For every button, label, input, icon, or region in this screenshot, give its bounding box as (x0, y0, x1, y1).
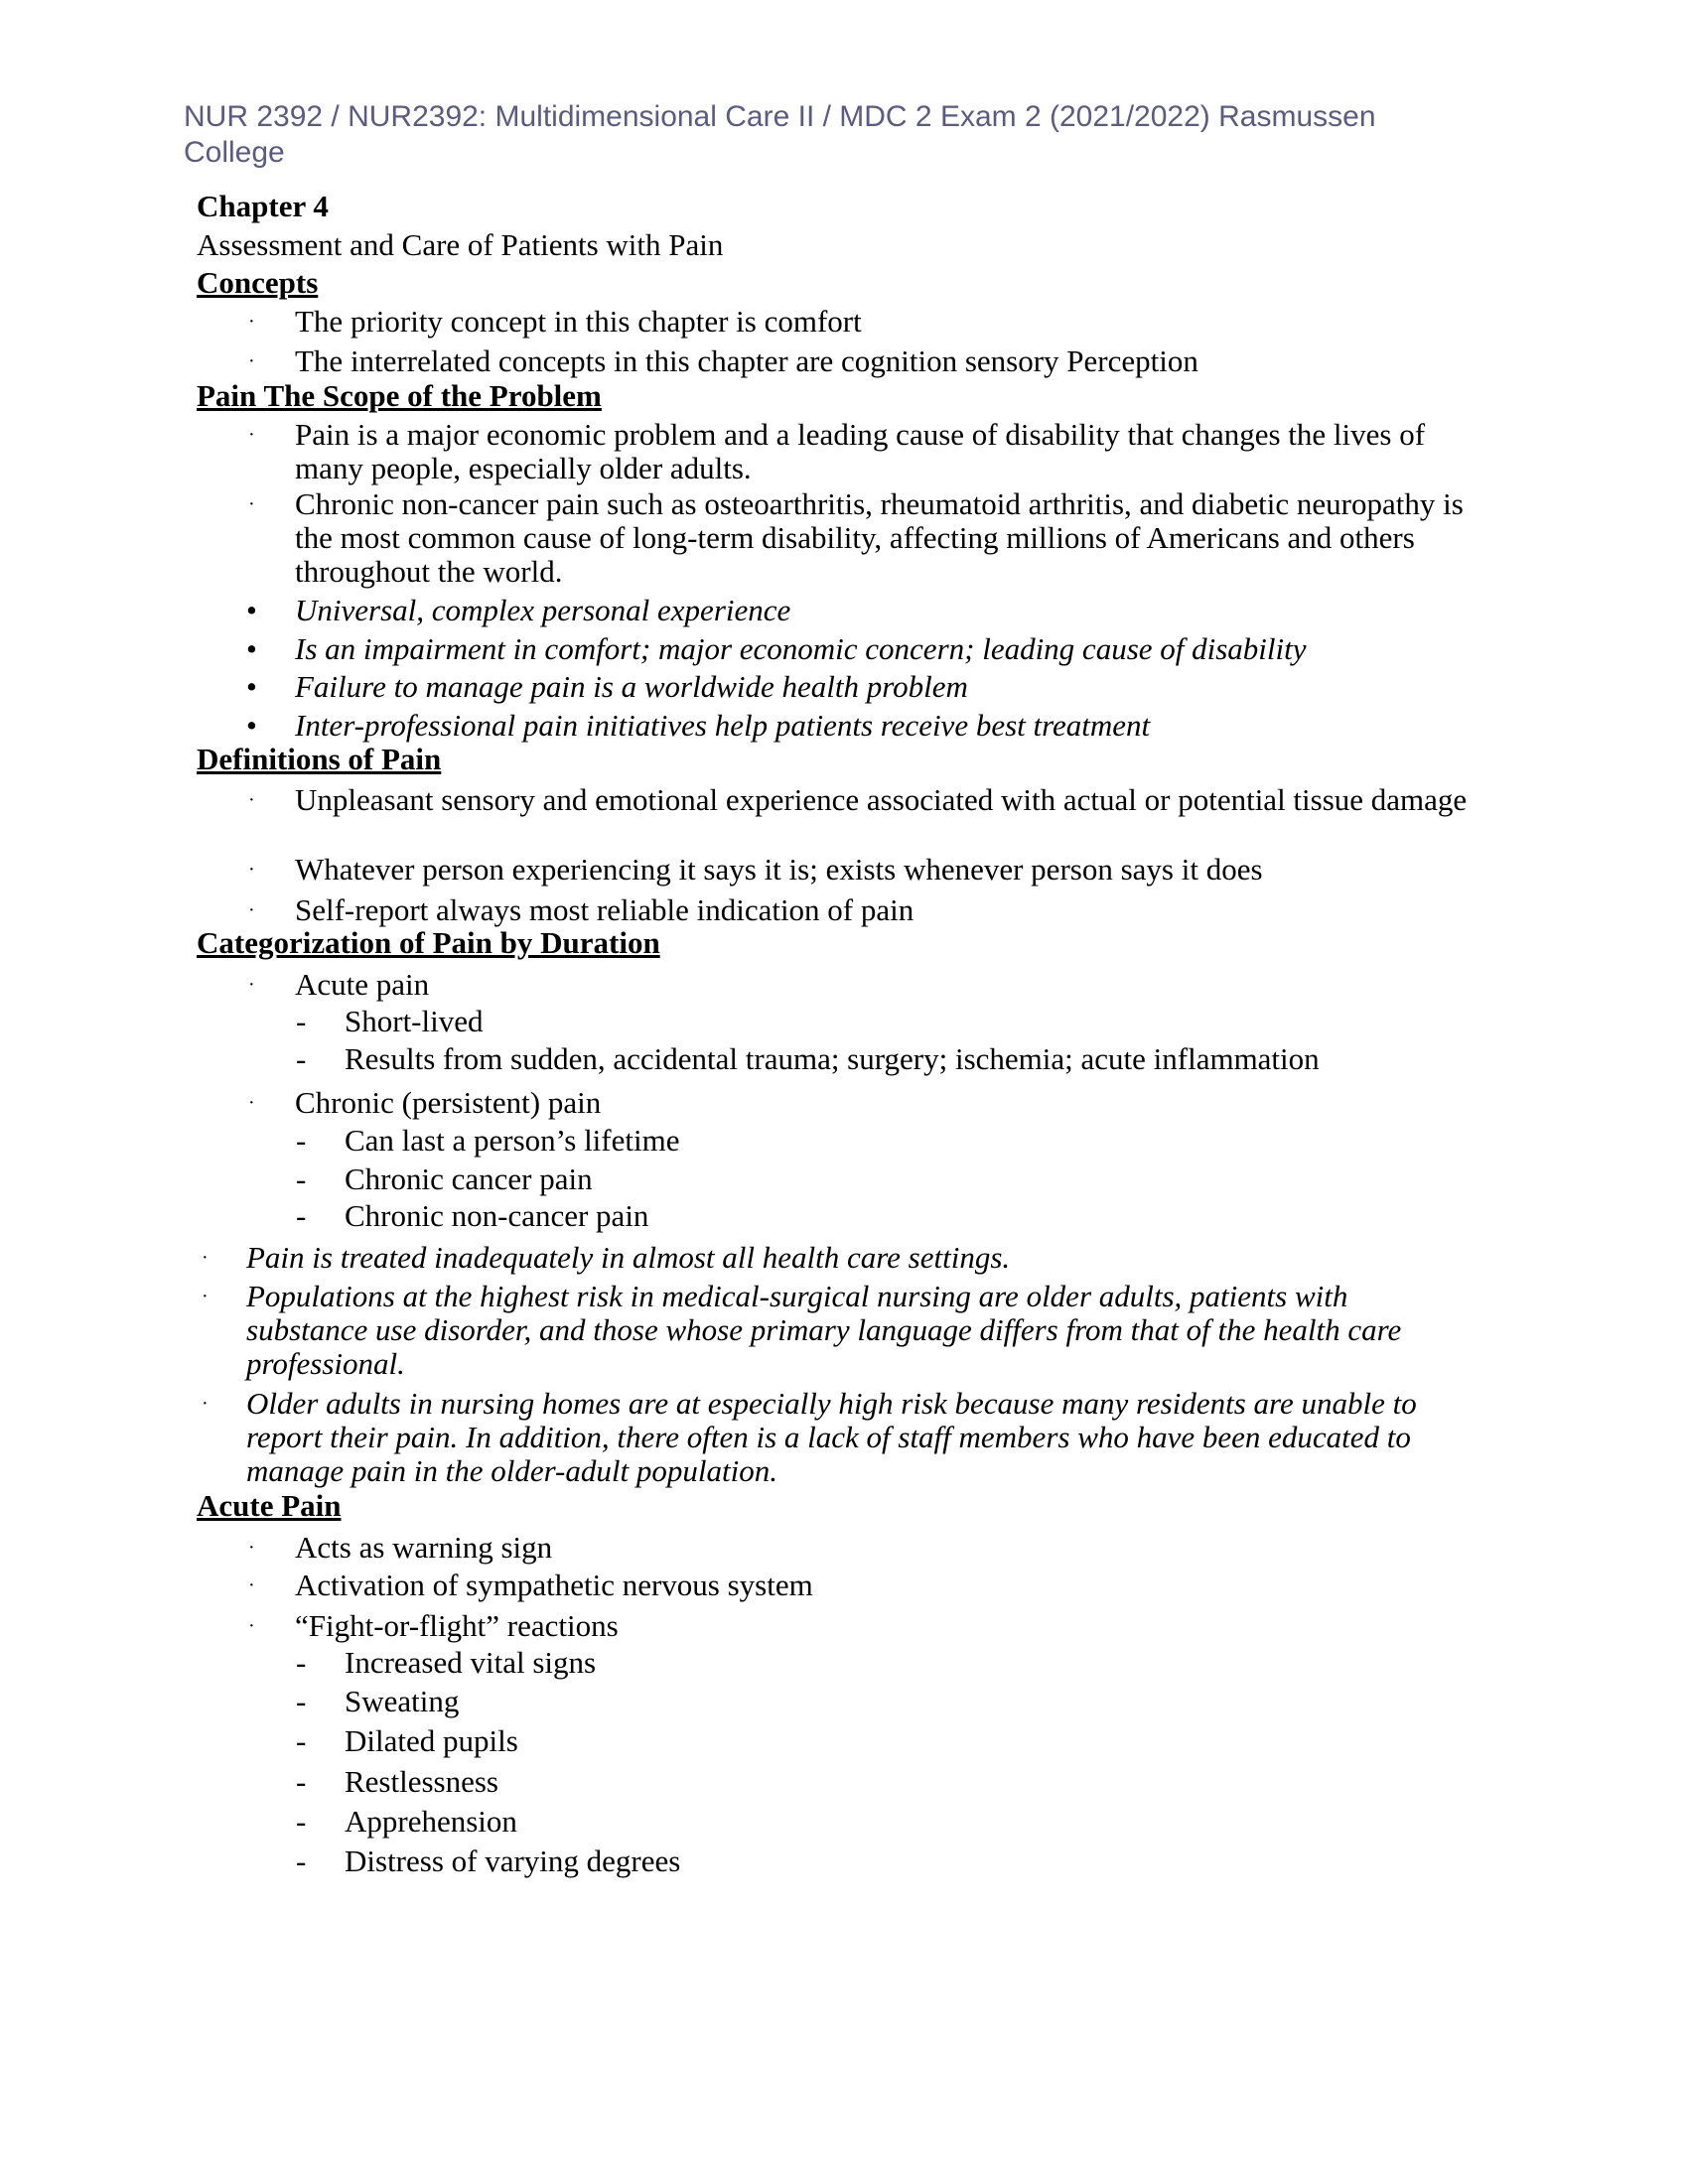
bullet-icon: · (248, 424, 255, 446)
dash-icon: - (296, 1843, 307, 1878)
list-item: Chronic (persistent) pain (295, 1085, 602, 1120)
document-header: NUR 2392 / NUR2392: Multidimensional Care II / MDC 2 Exam 2 (2021/2022) Rasmussen College (184, 100, 1376, 169)
bullet-icon: · (248, 974, 255, 996)
bullet-icon: · (248, 1092, 255, 1114)
heading-acute-pain: Acute Pain (197, 1488, 342, 1523)
sub-item: Chronic non-cancer pain (345, 1198, 649, 1233)
sub-item: Chronic cancer pain (345, 1161, 593, 1196)
bullet-icon: · (202, 1247, 209, 1269)
bullet-icon: · (248, 789, 255, 811)
list-item: Failure to manage pain is a worldwide health problem (295, 669, 968, 704)
bullet-icon: · (202, 1286, 209, 1307)
heading-concepts: Concepts (197, 265, 319, 300)
bullet-icon: · (202, 1393, 209, 1415)
heading-duration: Categorization of Pain by Duration (197, 925, 660, 960)
dash-icon: - (296, 1764, 307, 1799)
sub-item: Dilated pupils (345, 1723, 518, 1758)
bullet-icon: · (248, 1615, 255, 1637)
dash-icon: - (296, 1123, 307, 1158)
bullet-icon: · (248, 311, 255, 333)
sub-item: Increased vital signs (345, 1645, 597, 1680)
dash-icon: - (296, 1684, 307, 1718)
bullet-icon: · (248, 859, 255, 881)
dash-icon: - (296, 1041, 307, 1076)
list-item: Chronic non-cancer pain such as osteoarthritis, rheumatoid arthritis, and diabetic neuropathy is the most common cause of long-term disability, affecting millions of Americans and others throughout the world. (295, 486, 1464, 589)
list-item: The interrelated concepts in this chapter are cognition sensory Perception (295, 343, 1198, 378)
list-item: The priority concept in this chapter is comfort (295, 304, 862, 339)
bullet-icon: · (248, 350, 255, 372)
chapter-subtitle: Assessment and Care of Patients with Pain (197, 227, 724, 262)
bullet-icon: · (248, 493, 255, 515)
dash-icon: - (296, 1723, 307, 1758)
list-item: Unpleasant sensory and emotional experience associated with actual or potential tissue damage (295, 782, 1468, 817)
list-item: Universal, complex personal experience (295, 593, 791, 627)
heading-scope: Pain The Scope of the Problem (197, 378, 602, 413)
sub-item: Sweating (345, 1684, 460, 1718)
bullet-icon: · (248, 899, 255, 921)
list-item: Older adults in nursing homes are at especially high risk because many residents are unable to report their pain. In addition, there often is a lack of staff members who have been educated to manage pain in the older-adult population. (246, 1386, 1417, 1488)
bullet-icon: • (246, 631, 257, 666)
list-item: Self-report always most reliable indication of pain (295, 892, 914, 927)
dash-icon: - (296, 1645, 307, 1680)
bullet-icon: · (248, 1574, 255, 1596)
sub-item: Apprehension (345, 1804, 517, 1839)
list-item: “Fight-or-flight” reactions (295, 1608, 619, 1643)
list-item: Populations at the highest risk in medical-surgical nursing are older adults, patients with substance use disorder, and those whose primary language differs from that of the health care professional. (246, 1279, 1402, 1381)
dash-icon: - (296, 1161, 307, 1196)
sub-item: Results from sudden, accidental trauma; surgery; ischemia; acute inflammation (345, 1041, 1320, 1076)
bullet-icon: • (246, 669, 257, 704)
heading-definitions: Definitions of Pain (197, 742, 442, 776)
list-item: Is an impairment in comfort; major economic concern; leading cause of disability (295, 631, 1307, 666)
dash-icon: - (296, 1004, 307, 1038)
sub-item: Restlessness (345, 1764, 498, 1799)
dash-icon: - (296, 1198, 307, 1233)
sub-item: Can last a person’s lifetime (345, 1123, 680, 1158)
sub-item: Distress of varying degrees (345, 1843, 681, 1878)
sub-item: Short-lived (345, 1004, 484, 1038)
bullet-icon: • (246, 708, 257, 743)
dash-icon: - (296, 1804, 307, 1839)
list-item: Inter-professional pain initiatives help patients receive best treatment (295, 708, 1151, 743)
list-item: Pain is a major economic problem and a leading cause of disability that changes the lives of many people, especially older adults. (295, 417, 1426, 485)
list-item: Acute pain (295, 967, 430, 1002)
bullet-icon: · (248, 1537, 255, 1559)
list-item: Acts as warning sign (295, 1530, 553, 1565)
chapter-title: Chapter 4 (197, 189, 329, 223)
bullet-icon: • (246, 593, 257, 627)
list-item: Activation of sympathetic nervous system (295, 1568, 813, 1602)
list-item: Whatever person experiencing it says it is; exists whenever person says it does (295, 852, 1263, 887)
list-item: Pain is treated inadequately in almost all health care settings. (246, 1240, 1011, 1275)
